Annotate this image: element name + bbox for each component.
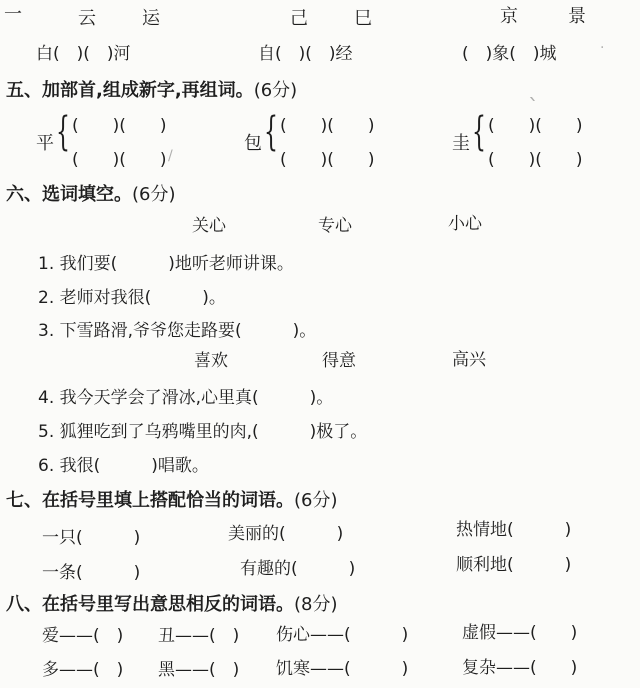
section5-ping-line2: ( )( ) xyxy=(72,150,167,170)
top-char-ji: 己 xyxy=(290,8,308,29)
section5-gui-line1: ( )( ) xyxy=(488,116,583,136)
section7-r2-c1: 一条( ) xyxy=(42,563,141,583)
top-fill-1: 白( )( )河 xyxy=(36,44,131,64)
section7-r1-c1: 一只( ) xyxy=(42,528,141,548)
top-char-si: 巳 xyxy=(354,8,372,29)
section8-r1-c1: 爱——( ) xyxy=(42,626,124,646)
section8-r2-c2: 黑——( ) xyxy=(158,660,240,680)
section8-r1-c3: 伤心——( ) xyxy=(276,625,409,645)
section7-r2-c2: 有趣的( ) xyxy=(240,559,356,579)
section5-heading: 五、加部首,组成新字,再组词。(6分) xyxy=(6,80,298,101)
section6-item-1: 1. 我们要( )地听老师讲课。 xyxy=(38,254,294,274)
section7-r1-c3: 热情地( ) xyxy=(456,520,572,540)
section6-item-3: 3. 下雪路滑,爷爷您走路要( )。 xyxy=(38,321,317,341)
section8-r2-c4: 复杂——( ) xyxy=(462,658,578,678)
section5-bao-line2: ( )( ) xyxy=(280,150,375,170)
brace-ping: { xyxy=(56,109,70,155)
word-option-guanxin: 关心 xyxy=(192,216,226,236)
section8-r2-c1: 多——( ) xyxy=(42,660,124,680)
word-option-deyi: 得意 xyxy=(322,351,356,371)
section6-item-2: 2. 老师对我很( )。 xyxy=(38,288,226,308)
word-option-zhuanxin: 专心 xyxy=(318,216,352,236)
word-option-gaoxing: 高兴 xyxy=(452,350,486,370)
section7-heading: 七、在括号里填上搭配恰当的词语。(6分) xyxy=(6,490,338,511)
section6-item-4: 4. 我今天学会了滑冰,心里真( )。 xyxy=(38,388,334,408)
section7-r1-c2: 美丽的( ) xyxy=(228,524,344,544)
section8-r2-c3: 饥寒——( ) xyxy=(276,659,409,679)
smudge-mark: ˋ xyxy=(528,96,539,121)
brace-gui: { xyxy=(472,109,486,155)
section6-heading: 六、选词填空。(6分) xyxy=(6,184,176,205)
word-option-xiaoxin: 小心 xyxy=(448,214,482,234)
word-option-xihuan: 喜欢 xyxy=(194,351,228,371)
top-char-yun: 云 xyxy=(78,8,96,29)
top-char-yun2: 运 xyxy=(142,8,160,29)
top-char-jing: 京 xyxy=(500,6,518,27)
section5-char-bao: 包 xyxy=(244,133,262,154)
section5-char-ping: 平 xyxy=(36,133,54,154)
top-char-jing2: 景 xyxy=(568,6,586,27)
smudge-mark: / xyxy=(168,148,173,164)
brace-bao: { xyxy=(264,109,278,155)
section5-bao-line1: ( )( ) xyxy=(280,116,375,136)
section6-item-6: 6. 我很( )唱歌。 xyxy=(38,456,209,476)
smudge-mark: · xyxy=(600,40,605,56)
section8-r1-c4: 虚假——( ) xyxy=(462,623,578,643)
section8-heading: 八、在括号里写出意思相反的词语。(8分) xyxy=(6,594,338,615)
section5-ping-line1: ( )( ) xyxy=(72,116,167,136)
section6-item-5: 5. 狐狸吃到了乌鸦嘴里的肉,( )极了。 xyxy=(38,422,368,442)
top-fill-2: 自( )( )经 xyxy=(258,44,353,64)
section5-char-gui: 圭 xyxy=(452,133,470,154)
top-row-dash: 一 xyxy=(4,4,22,25)
section8-r1-c2: 丑——( ) xyxy=(158,626,240,646)
section7-r2-c3: 顺利地( ) xyxy=(456,555,572,575)
top-fill-3: ( )象( )城 xyxy=(462,44,557,64)
section5-gui-line2: ( )( ) xyxy=(488,150,583,170)
